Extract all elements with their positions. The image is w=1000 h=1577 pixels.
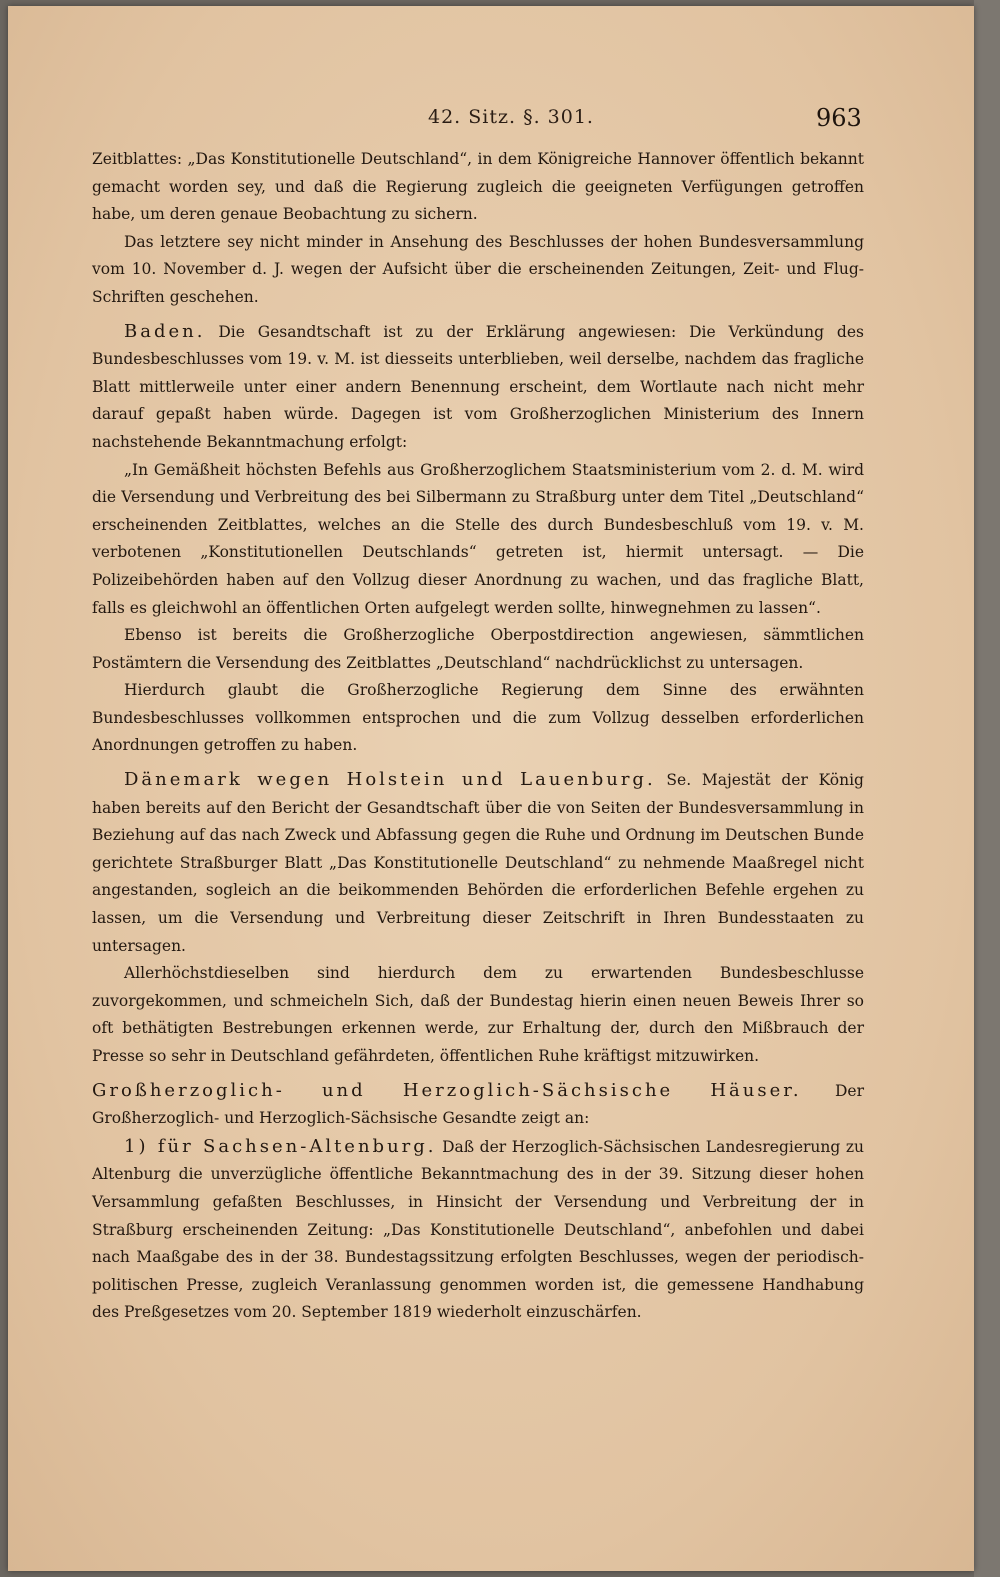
paragraph-continuation — [92, 146, 864, 229]
paragraph-text: Der Großherzoglich- und Herzoglich-Sächsische Gesandte zeigt an: — [92, 1081, 864, 1128]
section-heading: Großherzoglich- und Herzoglich-Sächsische Häuser. — [92, 1079, 802, 1101]
section-heading: Dänemark wegen Holstein und Lauenburg. — [124, 769, 656, 791]
paragraph — [92, 960, 864, 1070]
page-header — [8, 106, 974, 136]
paragraph — [92, 229, 864, 312]
section-heading: 1) für Sachsen-Altenburg. — [124, 1135, 437, 1157]
section-baden — [92, 318, 864, 457]
section-denmark — [92, 766, 864, 960]
paragraph-text: Se. Majestät der König haben bereits auf den Bericht der Gesandtschaft über die von Seiten der Bundesversammlung in Beziehung auf das nach Zweck und Abfassung gegen die Ruhe und Ordnung im Deutschen Bunde gerichtete Straßburger Blatt „Das Konstitutionelle Deutschland“ zu nehmende Maaßregel nicht angestanden, sogleich an die beikommenden Behörden die erforderlichen Befehle ergehen zu lassen, um die Versendung und Verbreitung dieser Zeitschrift in Ihren Bundesstaaten zu untersagen. — [92, 771, 864, 955]
paragraph-text: Allerhöchstdieselben sind hierdurch dem zu erwartenden Bundesbeschlusse zuvorgekommen, und schmeicheln Sich, daß der Bundestag hierin einen neuen Beweis Ihrer so oft bethätigten Bestrebungen erkennen werde, zur Erhaltung der, durch den Mißbrauch der Presse so sehr in Deutschland gefährdeten, öffentlichen Ruhe kräftigst mitzuwirken. — [92, 964, 864, 1065]
body-text — [92, 146, 864, 1327]
paragraph-text: „In Gemäßheit höchsten Befehls aus Großherzoglichem Staatsministerium vom 2. d. M. wird die Versendung und Verbreitung des bei Silbermann zu Straßburg unter dem Titel „Deutschland“ erscheinenden Zeitblattes, welches an die Stelle des durch Bundesbeschluß vom 19. v. M. verbotenen „Konstitutionellen Deutschlands“ getreten ist, hiermit untersagt. — Die Polizeibehörden haben auf den Vollzug dieser Anordnung zu wachen, und das fragliche Blatt, falls es gleichwohl an öffentlichen Orten aufgelegt werden sollte, hinwegnehmen zu lassen“. — [92, 460, 864, 617]
running-head: 42. Sitz. §. 301. — [428, 106, 594, 128]
section-sachsen-altenburg — [92, 1133, 864, 1327]
paragraph — [92, 622, 864, 677]
paragraph-text: Daß der Herzoglich-Sächsischen Landesregierung zu Altenburg die unverzügliche öffentliche Bekanntmachung des in der 39. Sitzung dieser hohen Versammlung gefaßten Beschlusses, in Hinsicht der Versendung und Verbreitung der in Straßburg erscheinenden Zeitung: „Das Konstitutionelle Deutschland“, anbefohlen und dabei nach Maaßgabe des in der 38. Bundestagssitzung erfolgten Beschlusses, wegen der periodisch-politischen Presse, zugleich Veranlassung genommen worden ist, die gemessene Handhabung des Preßgesetzes vom 20. September 1819 wiederholt einzuschärfen. — [92, 1137, 864, 1322]
section-saxon-houses — [92, 1077, 864, 1133]
quoted-announcement — [92, 457, 864, 623]
paragraph-text: Die Gesandtschaft ist zu der Erklärung angewiesen: Die Verkündung des Bundesbeschlusses vom 19. v. M. ist diesseits unterblieben, weil derselbe, nachdem das fragliche Blatt mittlerweile unter einer andern Benennung erscheint, dem Wortlaute nach nicht mehr darauf gepaßt haben würde. Dagegen ist vom Großherzoglichen Ministerium des Innern nachstehende Bekanntmachung erfolgt: — [92, 322, 864, 451]
book-page — [8, 6, 974, 1571]
paragraph-text: Hierdurch glaubt die Großherzogliche Regierung dem Sinne des erwähnten Bundesbeschlusses vollkommen entsprochen und die zum Vollzug desselben erforderlichen Anordnungen getroffen zu haben. — [92, 681, 864, 755]
paragraph-text: Zeitblattes: „Das Konstitutionelle Deutschland“, in dem Königreiche Hannover öffentlich bekannt gemacht worden sey, und daß die Regierung zugleich die geeigneten Verfügungen getroffen habe, um deren genaue Beobachtung zu sichern. — [92, 150, 864, 224]
scan-background-edge — [974, 0, 1000, 1577]
page-number: 963 — [816, 104, 862, 132]
paragraph-text: Ebenso ist bereits die Großherzogliche Oberpostdirection angewiesen, sämmtlichen Postämtern die Versendung des Zeitblattes „Deutschland“ nachdrücklichst zu untersagen. — [92, 626, 864, 672]
paragraph — [92, 677, 864, 760]
section-heading: Baden. — [124, 320, 206, 342]
paragraph-text: Das letztere sey nicht minder in Ansehung des Beschlusses der hohen Bundesversammlung vom 10. November d. J. wegen der Aufsicht über die erscheinenden Zeitungen, Zeit- und Flug-Schriften geschehen. — [92, 232, 864, 306]
